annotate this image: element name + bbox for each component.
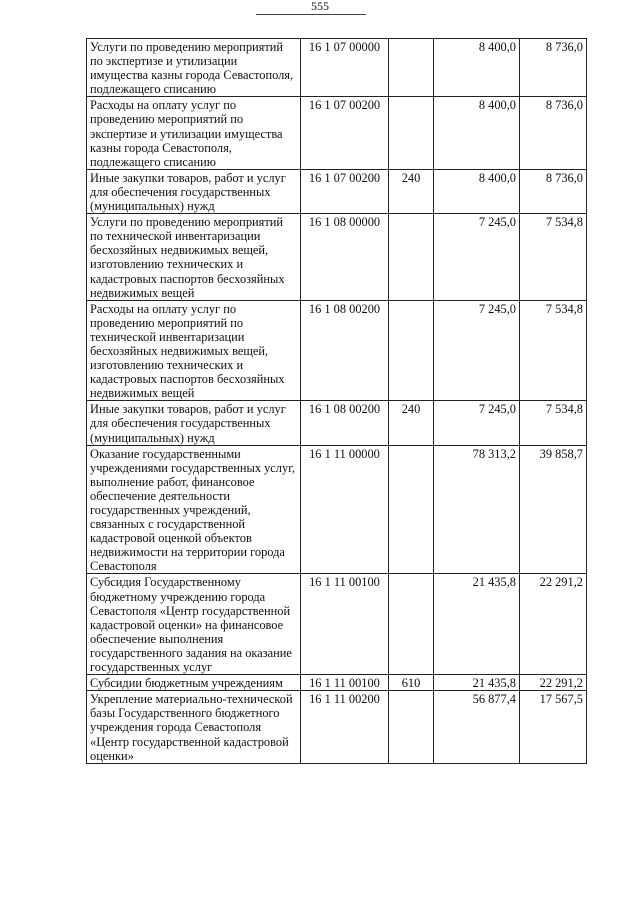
row-amount-2-cell: 8 736,0 [520, 169, 587, 213]
row-amount-1-cell: 7 245,0 [434, 401, 520, 445]
row-expense-type-cell [389, 214, 434, 301]
row-amount-1-cell: 21 435,8 [434, 675, 520, 691]
row-name-cell: Расходы на оплату услуг по проведению мероприятий по экспертизе и утилизации имущества казны города Севастополя, подлежащего списанию [87, 97, 301, 169]
row-amount-2-cell: 22 291,2 [520, 675, 587, 691]
row-expense-type-cell: 240 [389, 401, 434, 445]
row-amount-1-cell: 7 245,0 [434, 214, 520, 301]
row-code-cell: 16 1 07 00000 [301, 39, 389, 97]
row-name-cell: Услуги по проведению мероприятий по экспертизе и утилизации имущества казны города Севастополя, подлежащего списанию [87, 39, 301, 97]
row-amount-2-cell: 7 534,8 [520, 401, 587, 445]
table-row [87, 401, 587, 445]
row-amount-1-cell: 21 435,8 [434, 574, 520, 675]
row-code-cell: 16 1 08 00000 [301, 214, 389, 301]
row-name-cell: Субсидии бюджетным учреждениям [87, 675, 301, 691]
row-amount-1-cell: 8 400,0 [434, 39, 520, 97]
row-expense-type-cell: 610 [389, 675, 434, 691]
row-expense-type-cell [389, 39, 434, 97]
row-amount-1-cell: 8 400,0 [434, 169, 520, 213]
row-code-cell: 16 1 11 00200 [301, 691, 389, 763]
row-name-cell: Субсидия Государственному бюджетному учреждению города Севастополя «Центр государственной кадастровой оценки» на финансовое обеспечение выполнения государственного задания на оказание государственных услуг [87, 574, 301, 675]
row-amount-1-cell: 8 400,0 [434, 97, 520, 169]
row-amount-2-cell: 22 291,2 [520, 574, 587, 675]
row-code-cell: 16 1 07 00200 [301, 169, 389, 213]
row-name-cell: Расходы на оплату услуг по проведению мероприятий по технической инвентаризации бесхозяйных недвижимых вещей, изготовлению технических и кадастровых паспортов бесхозяйных недвижимых вещей [87, 300, 301, 401]
row-expense-type-cell [389, 300, 434, 401]
row-amount-1-cell: 56 877,4 [434, 691, 520, 763]
row-name-cell: Иные закупки товаров, работ и услуг для обеспечения государственных (муниципальных) нужд [87, 169, 301, 213]
row-expense-type-cell: 240 [389, 169, 434, 213]
row-amount-2-cell: 7 534,8 [520, 214, 587, 301]
row-code-cell: 16 1 11 00000 [301, 445, 389, 574]
row-expense-type-cell [389, 97, 434, 169]
row-code-cell: 16 1 11 00100 [301, 574, 389, 675]
row-amount-1-cell: 78 313,2 [434, 445, 520, 574]
budget-table [86, 38, 587, 764]
row-amount-2-cell: 7 534,8 [520, 300, 587, 401]
table-row [87, 39, 587, 97]
page-number-rule [256, 14, 366, 15]
row-expense-type-cell [389, 691, 434, 763]
row-code-cell: 16 1 08 00200 [301, 401, 389, 445]
row-amount-2-cell: 8 736,0 [520, 39, 587, 97]
table-row [87, 300, 587, 401]
table-row [87, 169, 587, 213]
table-row [87, 574, 587, 675]
row-amount-1-cell: 7 245,0 [434, 300, 520, 401]
row-name-cell: Иные закупки товаров, работ и услуг для обеспечения государственных (муниципальных) нужд [87, 401, 301, 445]
row-name-cell: Укрепление материально-технической базы Государственного бюджетного учреждения города Севастополя «Центр государственной кадастровой оценки» [87, 691, 301, 763]
table-row [87, 214, 587, 301]
row-code-cell: 16 1 08 00200 [301, 300, 389, 401]
row-code-cell: 16 1 11 00100 [301, 675, 389, 691]
table-row [87, 97, 587, 169]
table-row [87, 691, 587, 763]
row-expense-type-cell [389, 445, 434, 574]
row-name-cell: Оказание государственными учреждениями государственных услуг, выполнение работ, финансовое обеспечение деятельности государственных учреждений, связанных с государственной кадастровой оценкой объектов недвижимости на территории города Севастополя [87, 445, 301, 574]
table-row [87, 445, 587, 574]
row-name-cell: Услуги по проведению мероприятий по технической инвентаризации бесхозяйных недвижимых вещей, изготовлению технических и кадастровых паспортов бесхозяйных недвижимых вещей [87, 214, 301, 301]
row-amount-2-cell: 39 858,7 [520, 445, 587, 574]
page-number: 555 [311, 0, 329, 13]
row-code-cell: 16 1 07 00200 [301, 97, 389, 169]
row-expense-type-cell [389, 574, 434, 675]
row-amount-2-cell: 17 567,5 [520, 691, 587, 763]
row-amount-2-cell: 8 736,0 [520, 97, 587, 169]
table-row [87, 675, 587, 691]
budget-table-body [87, 39, 587, 764]
